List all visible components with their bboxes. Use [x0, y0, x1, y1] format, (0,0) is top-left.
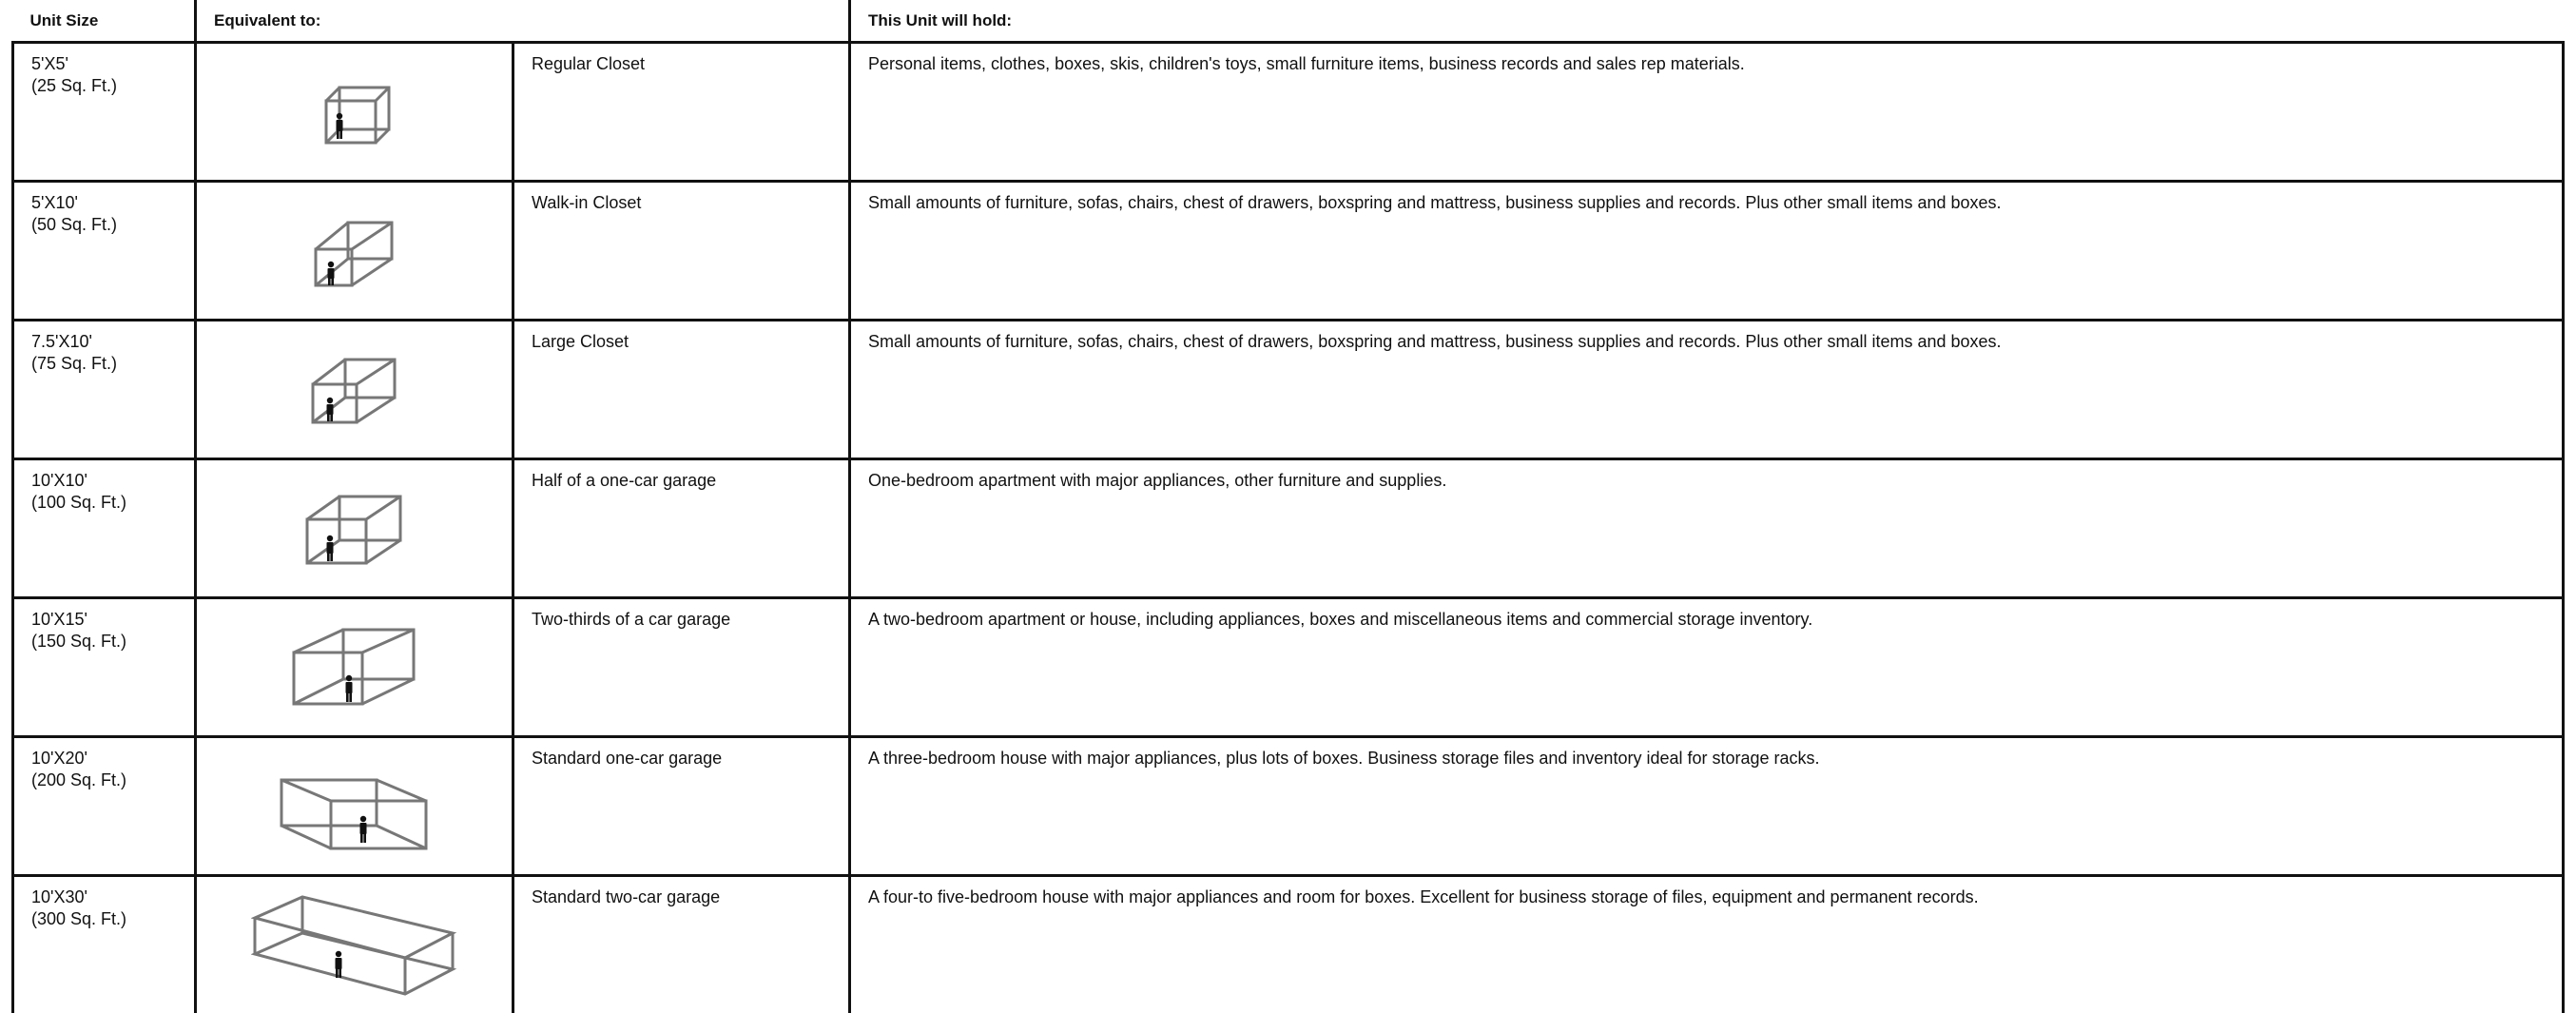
- storage-box-icon: [301, 489, 408, 569]
- unit-size-cell: [13, 598, 196, 737]
- unit-illustration-cell: [196, 598, 513, 737]
- unit-size-cell: [13, 876, 196, 1013]
- unit-size-cell: [13, 182, 196, 321]
- table-row: [13, 598, 2564, 737]
- equivalent-cell: Walk-in Closet: [513, 182, 850, 321]
- unit-illustration-cell: [196, 43, 513, 182]
- header-holds: This Unit will hold:: [850, 0, 2564, 43]
- holds-cell: One-bedroom apartment with major appliances, other furniture and supplies.: [850, 459, 2564, 598]
- storage-box-icon: [288, 624, 421, 711]
- equivalent-cell: Half of a one-car garage: [513, 459, 850, 598]
- unit-area: (200 Sq. Ft.): [31, 769, 194, 791]
- unit-illustration-cell: [196, 321, 513, 459]
- unit-area: (300 Sq. Ft.): [31, 908, 194, 930]
- storage-box-icon: [251, 891, 458, 1000]
- table-row: [13, 43, 2564, 182]
- unit-area: (25 Sq. Ft.): [31, 75, 194, 97]
- equivalent-cell: Large Closet: [513, 321, 850, 459]
- header-unit-size: Unit Size: [13, 0, 196, 43]
- unit-size-cell: [13, 321, 196, 459]
- unit-size-table: [11, 0, 2565, 1013]
- unit-dimensions: 10'X10': [31, 470, 194, 492]
- unit-dimensions: 5'X5': [31, 53, 194, 75]
- table-header-row: [13, 0, 2564, 43]
- header-equivalent: Equivalent to:: [196, 0, 850, 43]
- holds-cell: Small amounts of furniture, sofas, chairs, chest of drawers, boxspring and mattress, business supplies and records. Plus other small items and boxes.: [850, 321, 2564, 459]
- table-row: [13, 737, 2564, 876]
- unit-dimensions: 10'X15': [31, 609, 194, 631]
- equivalent-cell: Standard one-car garage: [513, 737, 850, 876]
- storage-box-icon: [310, 211, 399, 291]
- equivalent-cell: Two-thirds of a car garage: [513, 598, 850, 737]
- unit-illustration-cell: [196, 876, 513, 1013]
- equivalent-cell: Standard two-car garage: [513, 876, 850, 1013]
- holds-cell: Personal items, clothes, boxes, skis, children's toys, small furniture items, business records and sales rep materials.: [850, 43, 2564, 182]
- holds-cell: Small amounts of furniture, sofas, chairs, chest of drawers, boxspring and mattress, business supplies and records. Plus other small items and boxes.: [850, 182, 2564, 321]
- unit-area: (150 Sq. Ft.): [31, 631, 194, 653]
- holds-cell: A two-bedroom apartment or house, including appliances, boxes and miscellaneous items and commercial storage inventory.: [850, 598, 2564, 737]
- table-row: [13, 459, 2564, 598]
- unit-dimensions: 7.5'X10': [31, 331, 194, 353]
- unit-dimensions: 10'X20': [31, 748, 194, 769]
- equivalent-cell: Regular Closet: [513, 43, 850, 182]
- unit-illustration-cell: [196, 459, 513, 598]
- unit-illustration-cell: [196, 182, 513, 321]
- unit-area: (75 Sq. Ft.): [31, 353, 194, 375]
- table-row: [13, 876, 2564, 1013]
- storage-box-icon: [276, 759, 434, 854]
- small-cube-storage-icon: [317, 74, 393, 150]
- storage-box-icon: [307, 350, 402, 430]
- table-row: [13, 321, 2564, 459]
- holds-cell: A three-bedroom house with major appliances, plus lots of boxes. Business storage files and inventory ideal for storage racks.: [850, 737, 2564, 876]
- unit-size-cell: [13, 43, 196, 182]
- unit-dimensions: 10'X30': [31, 886, 194, 908]
- unit-area: (100 Sq. Ft.): [31, 492, 194, 514]
- holds-cell: A four-to five-bedroom house with major appliances and room for boxes. Excellent for business storage of files, equipment and permanent records.: [850, 876, 2564, 1013]
- table-row: [13, 182, 2564, 321]
- unit-size-cell: [13, 459, 196, 598]
- unit-size-cell: [13, 737, 196, 876]
- unit-dimensions: 5'X10': [31, 192, 194, 214]
- unit-illustration-cell: [196, 737, 513, 876]
- unit-area: (50 Sq. Ft.): [31, 214, 194, 236]
